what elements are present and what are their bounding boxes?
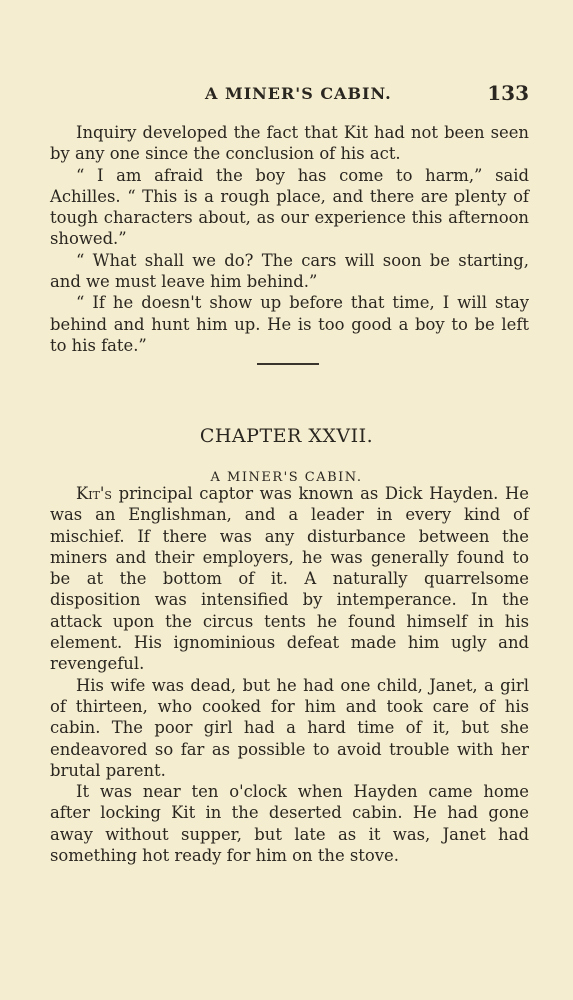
opening-text: principal captor was known as Dick Hayden. He was an Englishman, and a leader in every kind of mischief. If there was any disturbance between the miners and their employers, he was generally found to be at the bottom of it. A naturally quarrelsome disposition was intensified by intemperance. In the attack upon the circus tents he found himself in his element. His ignominious defeat made him ugly and revengeful.: [50, 484, 529, 674]
opening-paragraph: [50, 483, 529, 675]
running-title: A MINER'S CABIN.: [205, 84, 392, 103]
running-head: [50, 81, 529, 108]
chapter-body: [50, 483, 529, 866]
page-number: 133: [487, 81, 529, 105]
paragraph: “ What shall we do? The cars will soon be starting, and we must leave him behind.”: [50, 250, 529, 292]
paragraph: “ If he doesn't show up before that time, I will stay behind and hunt him up. He is too good a boy to be left to his fate.”: [50, 293, 529, 355]
top-section: [50, 122, 529, 356]
paragraph: “ I am afraid the boy has come to harm,” said Achilles. “ This is a rough place, and there are plenty of tough characters about, as our experience this afternoon showed.”: [50, 165, 529, 249]
paragraph: Inquiry developed the fact that Kit had not been seen by any one since the conclusion of his act.: [50, 123, 529, 164]
chapter-heading: CHAPTER XXVII.: [199, 425, 374, 447]
opening-word: Kit's: [76, 484, 112, 503]
paragraph: It was near ten o'clock when Hayden came home after locking Kit in the deserted cabin. He had gone away without supper, but late as it was, Janet had something hot ready for him on the stove.: [50, 782, 529, 866]
section-divider: [257, 363, 319, 365]
paragraph: His wife was dead, but he had one child, Janet, a girl of thirteen, who cooked for him and took care of his cabin. The poor girl had a hard time of it, but she endeavored so far as possible to avoid trouble with her brutal parent.: [50, 675, 529, 780]
chapter-subtitle: A MINER'S CABIN.: [210, 470, 363, 485]
